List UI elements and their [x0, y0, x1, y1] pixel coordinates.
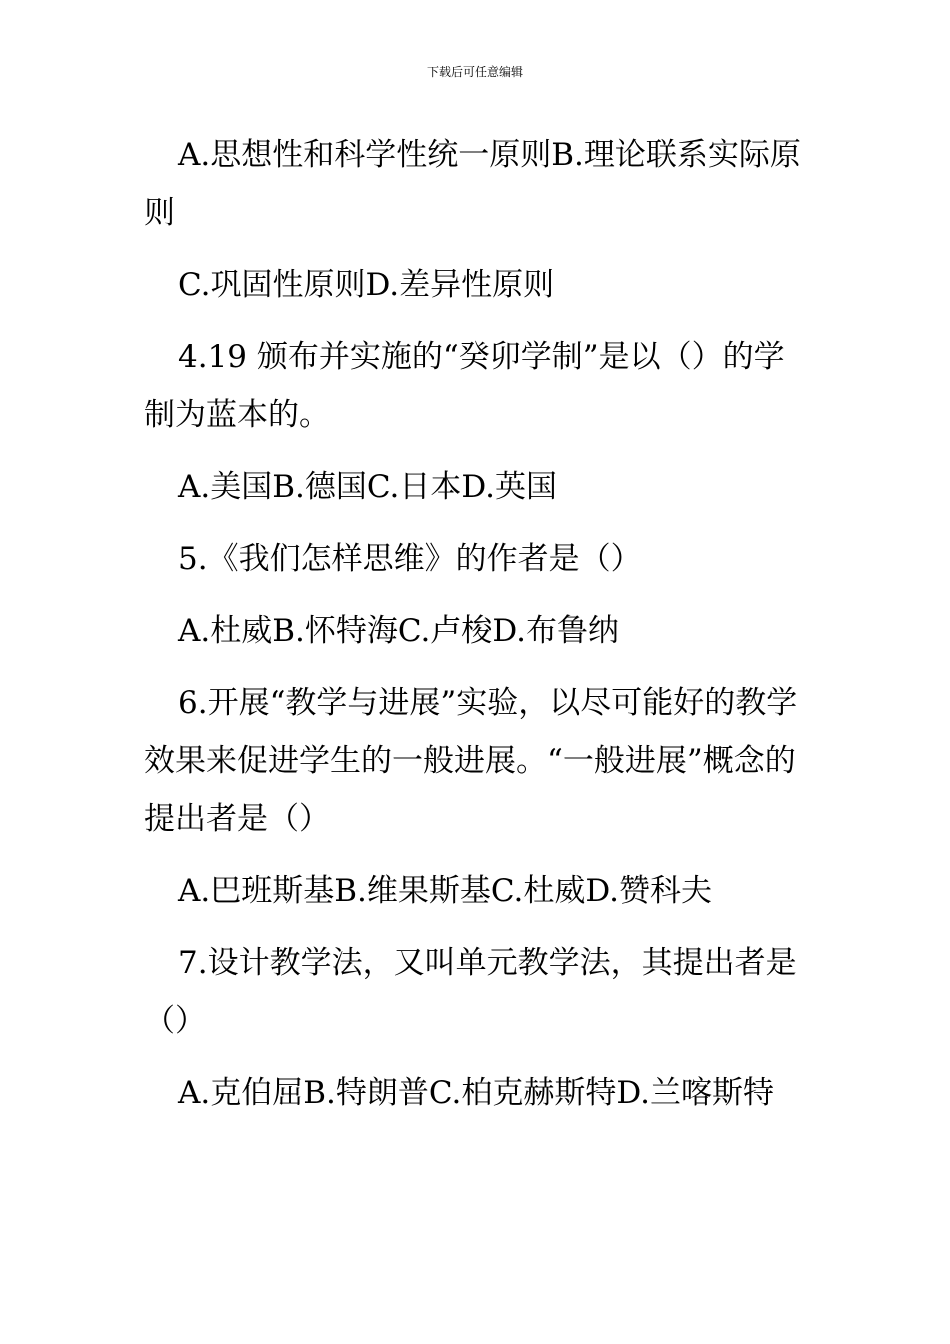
paragraph-options-q5: A.杜威B.怀特海C.卢梭D.布鲁纳 — [178, 613, 619, 649]
paragraph-question-6: 6.开展“教学与进展”实验，以尽可能好的教学效果来促进学生的一般进展。“一般进展”概念的提出者是（） — [144, 685, 798, 837]
paragraph-question-7: 7.设计教学法，又叫单元教学法，其提出者是（） — [144, 945, 797, 1039]
paragraph-options-q3: A.思想性和科学性统一原则B.理论联系实际原则 — [144, 137, 801, 231]
paragraph-question-4: 4.19 颁布并实施的“癸卯学制”是以（）的学制为蓝本的。 — [144, 339, 785, 433]
page-header-note: 下载后可任意编辑 — [426, 65, 523, 79]
paragraph-options-q7: A.克伯屈B.特朗普C.柏克赫斯特D.兰喀斯特 — [178, 1075, 774, 1111]
document-body — [144, 126, 814, 1136]
paragraph-question-5: 5.《我们怎样思维》的作者是（） — [178, 541, 642, 577]
paragraph-options-q4: A.美国B.德国C.日本D.英国 — [178, 469, 557, 505]
paragraph-options-q3-cont: C.巩固性原则D.差异性原则 — [178, 267, 555, 303]
paragraph-options-q6: A.巴班斯基B.维果斯基C.杜威D.赞科夫 — [178, 873, 712, 909]
